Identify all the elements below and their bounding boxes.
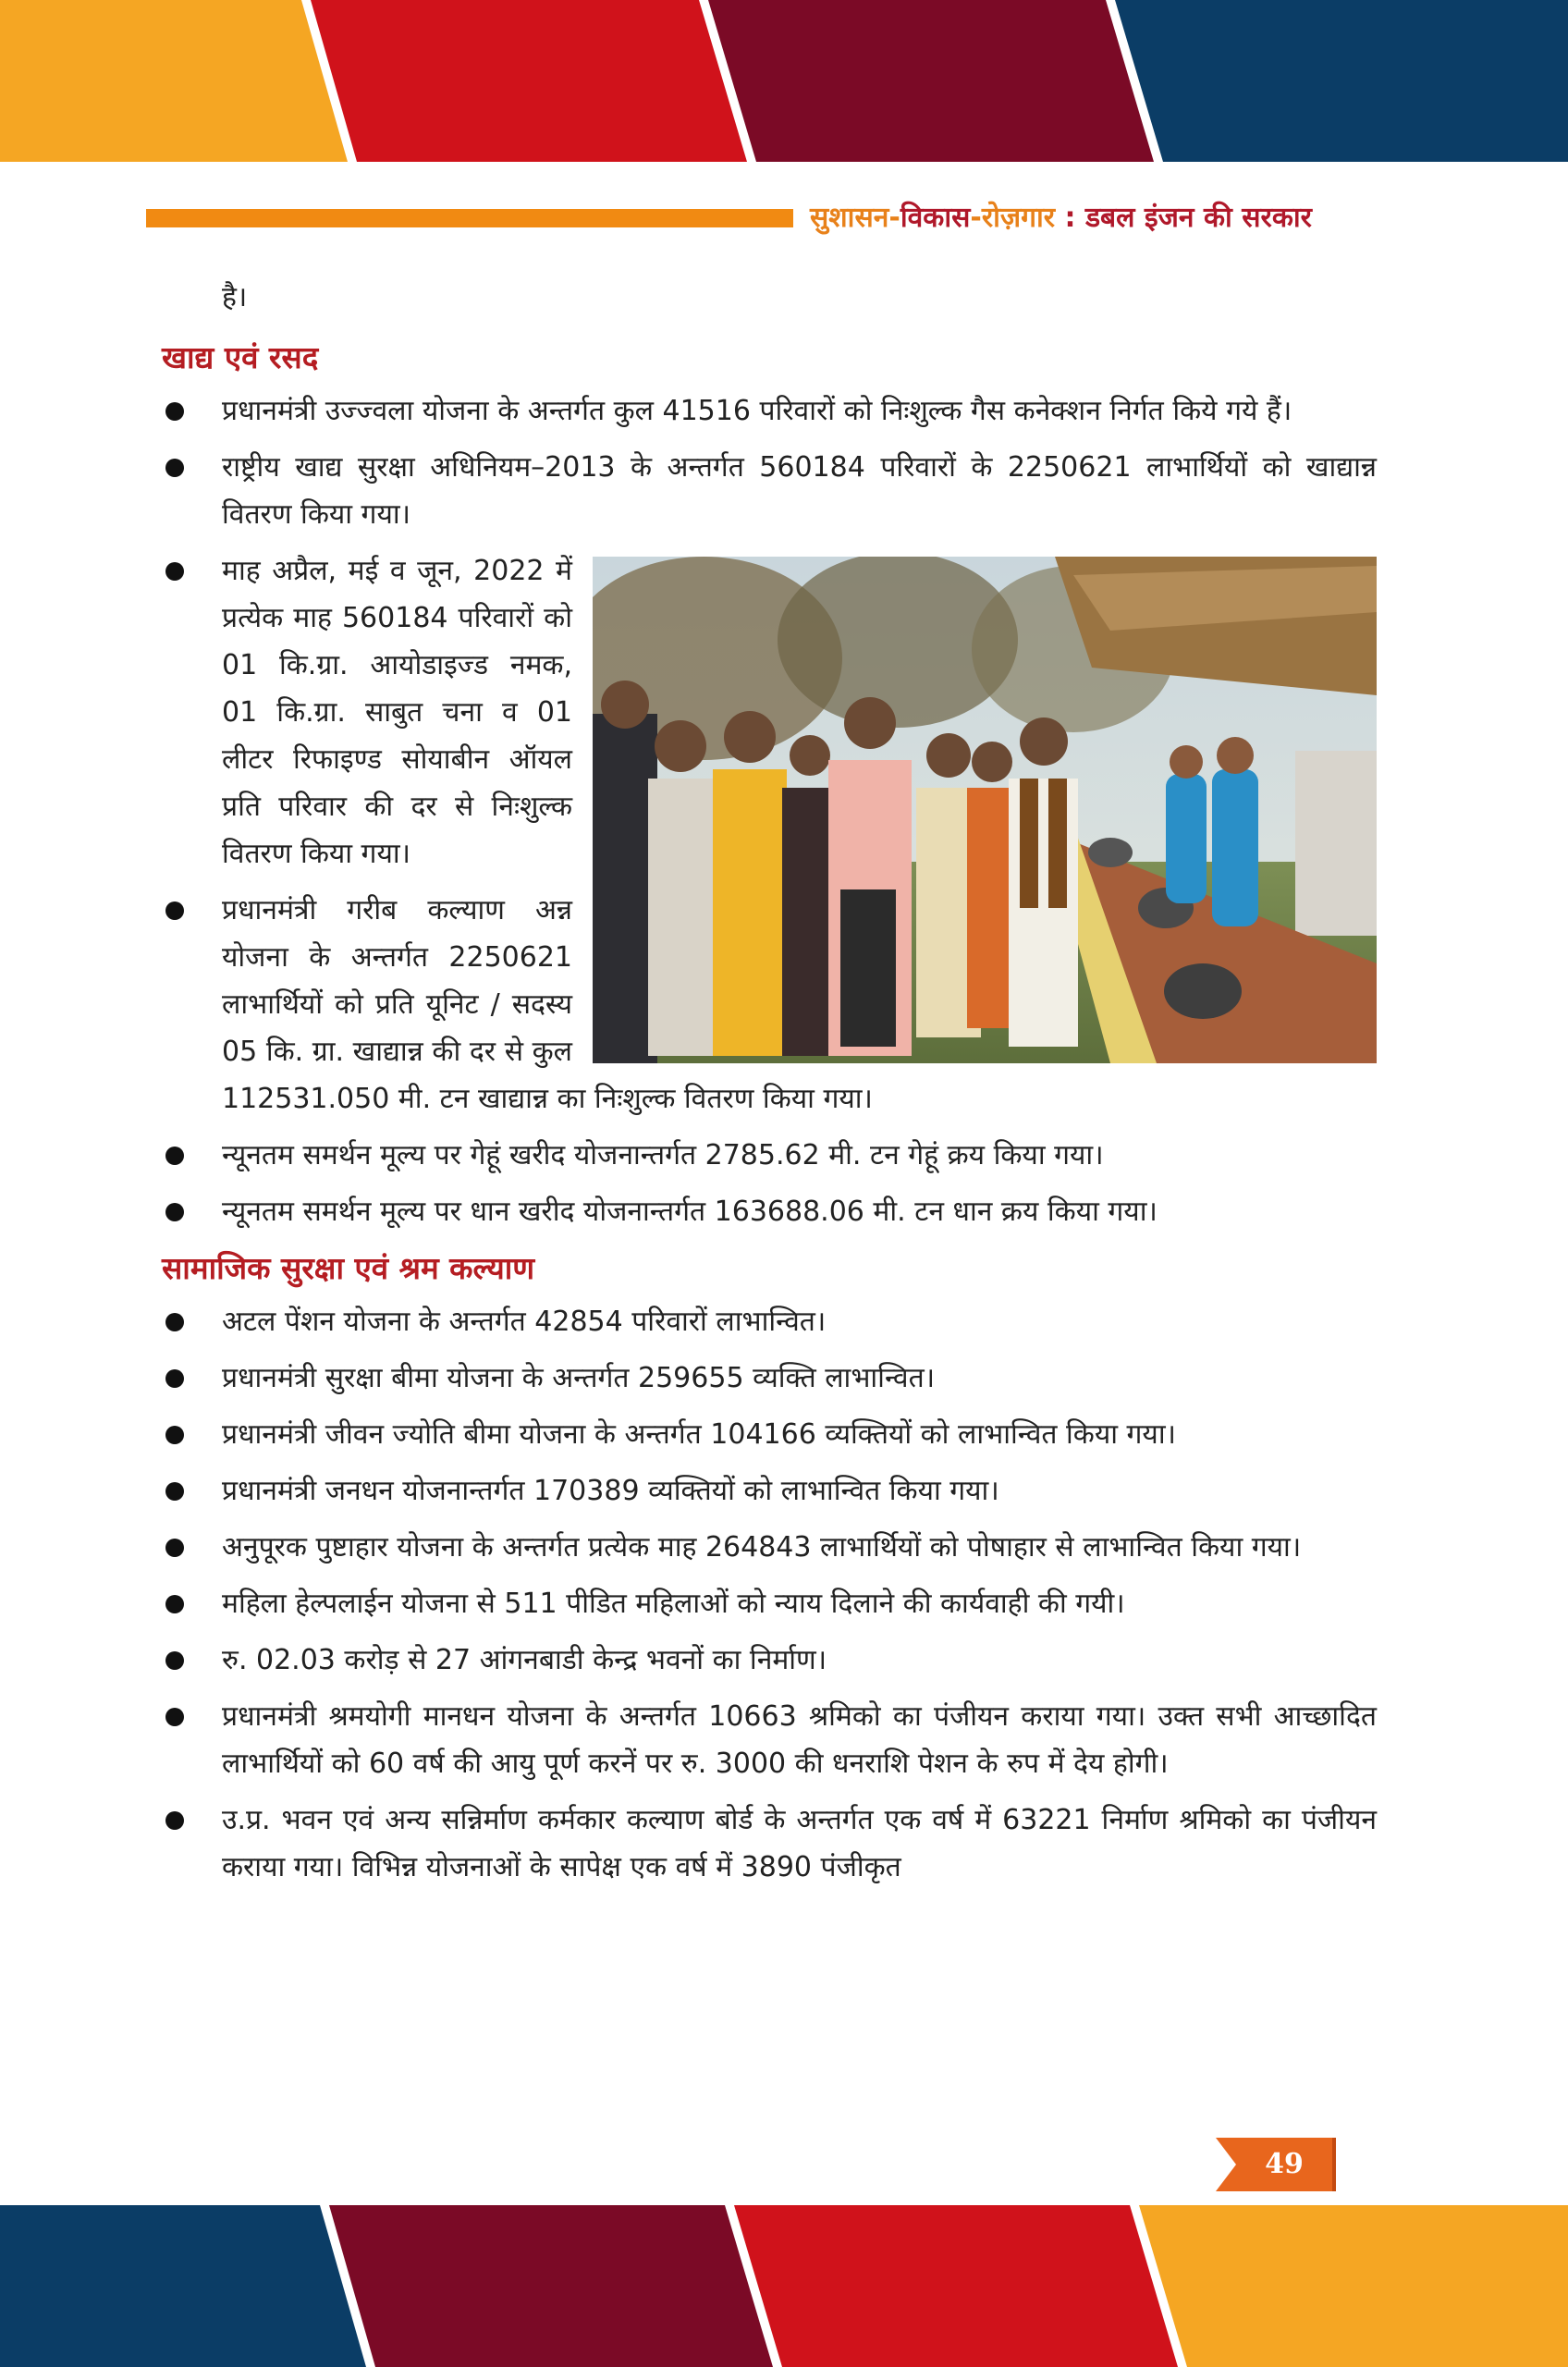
- header-title-part: सुशासन-: [810, 202, 900, 234]
- bottom-decorative-band: [0, 2205, 1568, 2367]
- list-item: प्रधानमंत्री सुरक्षा बीमा योजना के अन्तर्गत 259655 व्यक्ति लाभान्वित।: [162, 1355, 1377, 1402]
- food-bullet-list: [162, 387, 1377, 1235]
- section-heading-social-security: सामाजिक सुरक्षा एवं श्रम कल्याण: [162, 1250, 535, 1286]
- header-title-part: : डबल इंजन की सरकार: [1055, 202, 1312, 234]
- list-item: न्यूनतम समर्थन मूल्य पर धान खरीद योजनान्तर्गत 163688.06 मी. टन धान क्रय किया गया।: [162, 1188, 1377, 1235]
- list-item: राष्ट्रीय खाद्य सुरक्षा अधिनियम–2013 के अन्तर्गत 560184 परिवारों के 2250621 लाभार्थियों को खाद्यान्न वितरण किया गया।: [162, 444, 1377, 538]
- list-item: न्यूनतम समर्थन मूल्य पर गेहूं खरीद योजनान्तर्गत 2785.62 मी. टन गेहूं क्रय किया गया।: [162, 1132, 1377, 1179]
- list-item: महिला हेल्पलाईन योजना से 511 पीडित महिलाओं को न्याय दिलाने की कार्यवाही की गयी।: [162, 1580, 1377, 1627]
- list-item: प्रधानमंत्री श्रमयोगी मानधन योजना के अन्तर्गत 10663 श्रमिको का पंजीयन कराया गया। उक्त सभी आच्छादित लाभार्थियों को 60 वर्ष की आयु पूर्ण करनें पर रु. 3000 की धनराशि पेशन के रुप में देय होगी।: [162, 1693, 1377, 1787]
- header-title: [810, 190, 1365, 246]
- page-content: [162, 274, 1377, 1900]
- social-security-bullet-list: [162, 1298, 1377, 1891]
- list-item: प्रधानमंत्री जनधन योजनान्तर्गत 170389 व्यक्तियों को लाभान्वित किया गया।: [162, 1467, 1377, 1515]
- continuation-text: है।: [222, 281, 248, 313]
- section-heading-food: खाद्य एवं रसद: [162, 339, 319, 375]
- page-number-tag: [1216, 2138, 1336, 2191]
- top-decorative-band: [0, 0, 1568, 162]
- list-item: अटल पेंशन योजना के अन्तर्गत 42854 परिवारों लाभान्वित।: [162, 1298, 1377, 1345]
- header-title-part: -रोज़गार: [970, 202, 1056, 234]
- list-item: रु. 02.03 करोड़ से 27 आंगनबाडी केन्द्र भवनों का निर्माण।: [162, 1637, 1377, 1684]
- header-title-part: विकास: [900, 202, 971, 234]
- page-number: 49: [1265, 2148, 1304, 2180]
- list-item: प्रधानमंत्री गरीब कल्याण अन्न योजना के अन्तर्गत 2250621 लाभार्थियों को प्रति यूनिट / सदस्य 05 कि. ग्रा. खाद्यान्न की दर से कुल 112531.050 मी. टन खाद्यान्न का निःशुल्क वितरण किया गया।: [162, 887, 1377, 1122]
- header-accent-line: [146, 209, 793, 227]
- list-item: अनुपूरक पुष्टाहार योजना के अन्तर्गत प्रत्येक माह 264843 लाभार्थियों को पोषाहार से लाभान्वित किया गया।: [162, 1524, 1377, 1571]
- list-item: माह अप्रैल, मई व जून, 2022 में प्रत्येक माह 560184 परिवारों को 01 कि.ग्रा. आयोडाइज्ड नमक, 01 कि.ग्रा. साबुत चना व 01 लीटर रिफाइण्ड सोयाबीन ऑयल प्रति परिवार की दर से निःशुल्क वितरण किया गया।: [162, 547, 1377, 877]
- list-item: प्रधानमंत्री जीवन ज्योति बीमा योजना के अन्तर्गत 104166 व्यक्तियों को लाभान्वित किया गया।: [162, 1411, 1377, 1458]
- list-item: प्रधानमंत्री उज्ज्वला योजना के अन्तर्गत कुल 41516 परिवारों को निःशुल्क गैस कनेक्शन निर्गत किये गये हैं।: [162, 387, 1377, 435]
- list-item: उ.प्र. भवन एवं अन्य सन्निर्माण कर्मकार कल्याण बोर्ड के अन्तर्गत एक वर्ष में 63221 निर्माण श्रमिको का पंजीयन कराया गया। विभिन्न योजनाओं के सापेक्ष एक वर्ष में 3890 पंजीकृत: [162, 1797, 1377, 1891]
